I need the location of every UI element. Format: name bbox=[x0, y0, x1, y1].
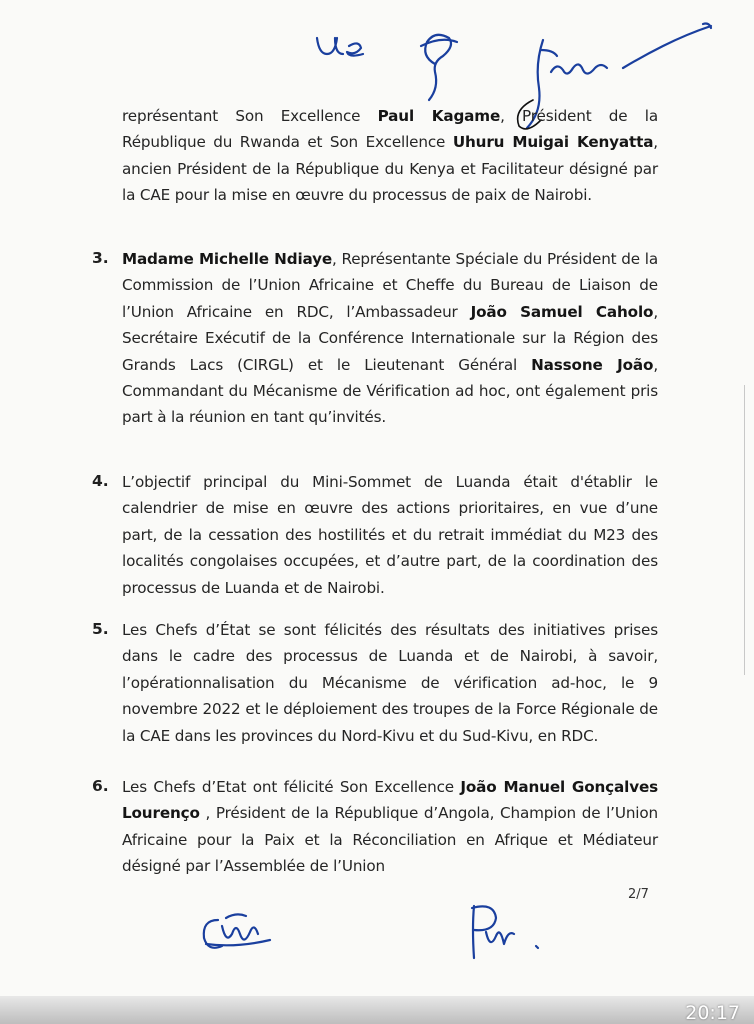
bottom-left-initials-signature bbox=[196, 904, 286, 964]
paragraph-number-3: 3. bbox=[92, 249, 109, 267]
paragraph-4: L’objectif principal du Mini-Sommet de Luanda était d'établir le calendrier de mise en œuvre des actions prioritaires, en vue d’une part, de la cessation des hostilités et du retrait immédiat du M23 des localités congolaises occupées, et d’autre part, de la coordination des processus de Luanda et de Nairobi. bbox=[122, 473, 658, 597]
page-edge-shadow bbox=[744, 385, 745, 675]
paragraph-3: Madame Michelle Ndiaye, Représentante Spéciale du Président de la Commission de l’Union Africaine et Cheffe du Bureau de Liaison de l’Union Africaine en RDC, l’Ambassadeur João Samuel Caholo, Secrétaire Exécutif de la Conférence Internationale sur la Région des Grands Lacs (CIRGL) et le Lieutenant Général Nassone João, Commandant du Mécanisme de Vérification ad hoc, ont également pris part à la réunion en tant qu’invités. bbox=[122, 250, 658, 427]
paragraph-continuation: représentant Son Excellence Paul Kagame, Président de la République du Rwanda et Son Excellence Uhuru Muigai Kenyatta, ancien Président de la République du Kenya et Facilitateur désigné par la CAE pour la mise en œuvre du processus de paix de Nairobi. bbox=[122, 107, 658, 205]
paragraph-number-4: 4. bbox=[92, 472, 109, 490]
paragraph-number-6: 6. bbox=[92, 777, 109, 795]
paragraph-number-5: 5. bbox=[92, 620, 109, 638]
page-number: 2/7 bbox=[628, 887, 649, 902]
paragraph-5: Les Chefs d’État se sont félicités des résultats des initiatives prises dans le cadre des processus de Luanda et de Nairobi, à savoir, l’opérationnalisation du Mécanisme de vérification ad-hoc, le 9 novembre 2022 et le déploiement des troupes de la Force Régionale de la CAE dans les provinces du Nord-Kivu et du Sud-Kivu, en RDC. bbox=[122, 621, 658, 745]
bottom-right-initials-signature bbox=[460, 898, 560, 968]
paragraph-6: Les Chefs d’Etat ont félicité Son Excellence João Manuel Gonçalves Lourenço , Président de la République d’Angola, Champion de l’Union Africaine pour la Paix et la Réconciliation en Afrique et Médiateur désigné par l’Assemblée de l’Union bbox=[122, 778, 658, 876]
status-time: 20:17 bbox=[685, 1002, 740, 1024]
status-bar bbox=[0, 996, 754, 1024]
